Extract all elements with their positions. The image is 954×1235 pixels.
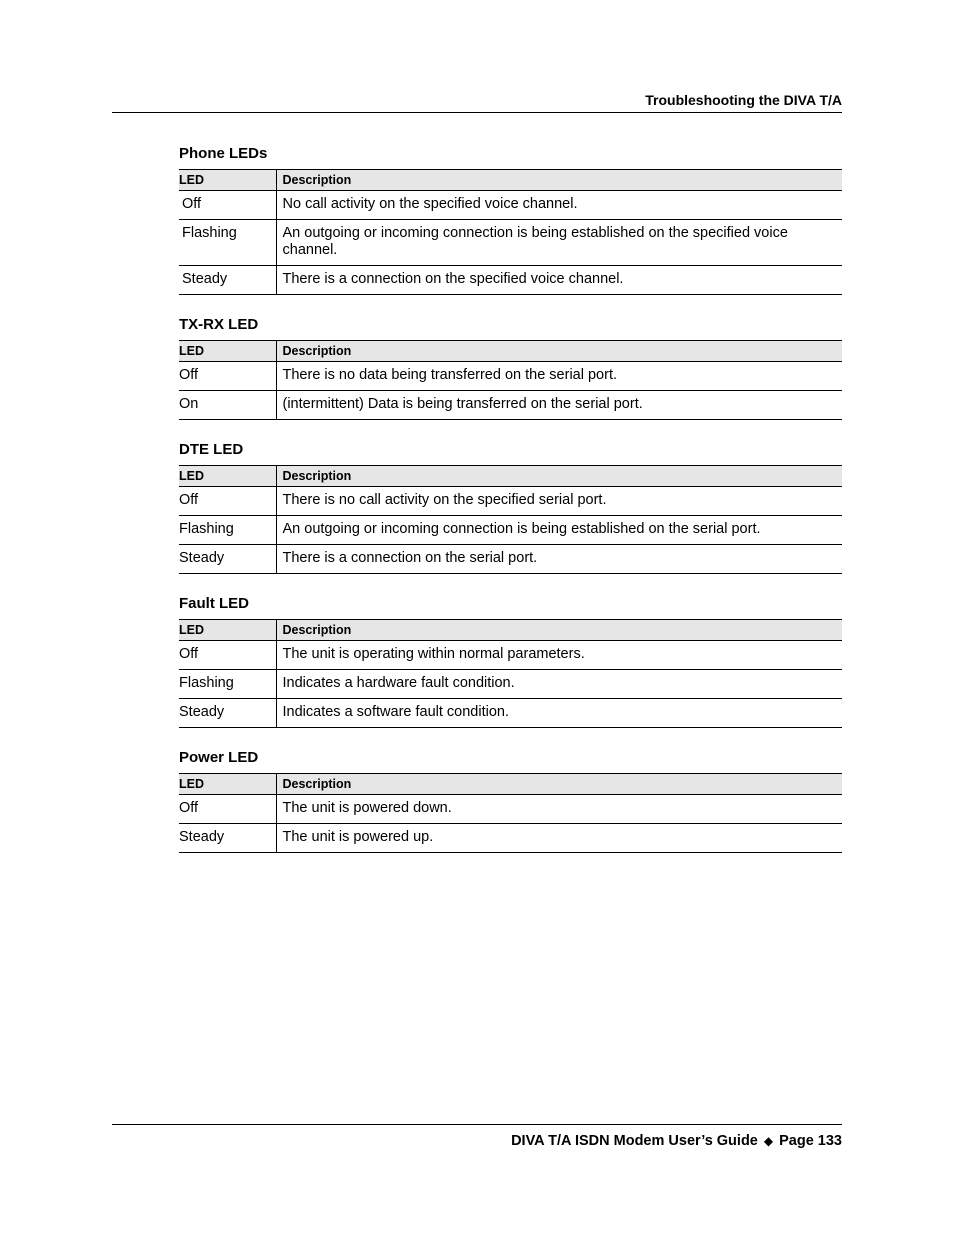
led-state: Steady [179, 545, 276, 574]
led-table [179, 619, 842, 728]
section-dte-led [179, 441, 842, 574]
column-header-led: LED [179, 466, 276, 487]
section-title: DTE LED [179, 441, 244, 458]
led-description: There is no data being transferred on the serial port. [276, 362, 842, 391]
led-description: An outgoing or incoming connection is being established on the specified voice channel. [276, 220, 842, 266]
section-fault-led [179, 595, 842, 728]
led-state: On [179, 391, 276, 420]
led-table [179, 773, 842, 853]
section-title: Fault LED [179, 595, 249, 612]
column-header-description: Description [276, 774, 842, 795]
diamond-icon: ◆ [763, 1134, 774, 1148]
guide-title: DIVA T/A ISDN Modem User’s Guide [511, 1133, 758, 1149]
footer-rule [112, 1124, 842, 1125]
led-state: Steady [179, 824, 276, 853]
section-power-led [179, 749, 842, 853]
table-row [179, 220, 842, 266]
led-state: Flashing [179, 670, 276, 699]
led-state: Off [179, 795, 276, 824]
led-state: Flashing [179, 516, 276, 545]
led-description: (intermittent) Data is being transferred on the serial port. [276, 391, 842, 420]
table-row [179, 362, 842, 391]
table-header-row [179, 466, 842, 487]
header-rule [112, 112, 842, 113]
table-row [179, 641, 842, 670]
main-content [179, 145, 842, 874]
led-state: Off [179, 641, 276, 670]
table-row [179, 391, 842, 420]
column-header-led: LED [179, 774, 276, 795]
column-header-description: Description [276, 466, 842, 487]
led-description: There is a connection on the specified voice channel. [276, 266, 842, 295]
table-row [179, 487, 842, 516]
led-state: Steady [179, 266, 276, 295]
section-title: Phone LEDs [179, 145, 268, 162]
led-description: No call activity on the specified voice channel. [276, 191, 842, 220]
table-row [179, 516, 842, 545]
led-state: Flashing [179, 220, 276, 266]
table-header-row [179, 170, 842, 191]
section-title: Power LED [179, 749, 259, 766]
led-state: Steady [179, 699, 276, 728]
led-state: Off [179, 362, 276, 391]
led-description: The unit is operating within normal parameters. [276, 641, 842, 670]
led-description: An outgoing or incoming connection is being established on the serial port. [276, 516, 842, 545]
led-state: Off [179, 191, 276, 220]
page-number: Page 133 [779, 1133, 842, 1149]
section-phone-leds [179, 145, 842, 295]
section-tx-rx-led [179, 316, 842, 420]
led-table [179, 340, 842, 420]
led-description: There is no call activity on the specified serial port. [276, 487, 842, 516]
table-row [179, 191, 842, 220]
table-row [179, 824, 842, 853]
led-state: Off [179, 487, 276, 516]
table-header-row [179, 341, 842, 362]
table-header-row [179, 774, 842, 795]
table-row [179, 795, 842, 824]
column-header-description: Description [276, 170, 842, 191]
section-title: TX-RX LED [179, 316, 259, 333]
column-header-description: Description [276, 620, 842, 641]
led-table [179, 465, 842, 574]
led-description: Indicates a software fault condition. [276, 699, 842, 728]
led-description: Indicates a hardware fault condition. [276, 670, 842, 699]
table-row [179, 670, 842, 699]
table-row [179, 699, 842, 728]
table-row [179, 266, 842, 295]
table-header-row [179, 620, 842, 641]
column-header-led: LED [179, 620, 276, 641]
column-header-led: LED [179, 170, 276, 191]
led-table [179, 169, 842, 295]
column-header-led: LED [179, 341, 276, 362]
led-description: The unit is powered down. [276, 795, 842, 824]
running-footer [112, 1132, 842, 1150]
led-description: There is a connection on the serial port. [276, 545, 842, 574]
led-description: The unit is powered up. [276, 824, 842, 853]
running-header: Troubleshooting the DIVA T/A [645, 92, 842, 108]
column-header-description: Description [276, 341, 842, 362]
table-row [179, 545, 842, 574]
